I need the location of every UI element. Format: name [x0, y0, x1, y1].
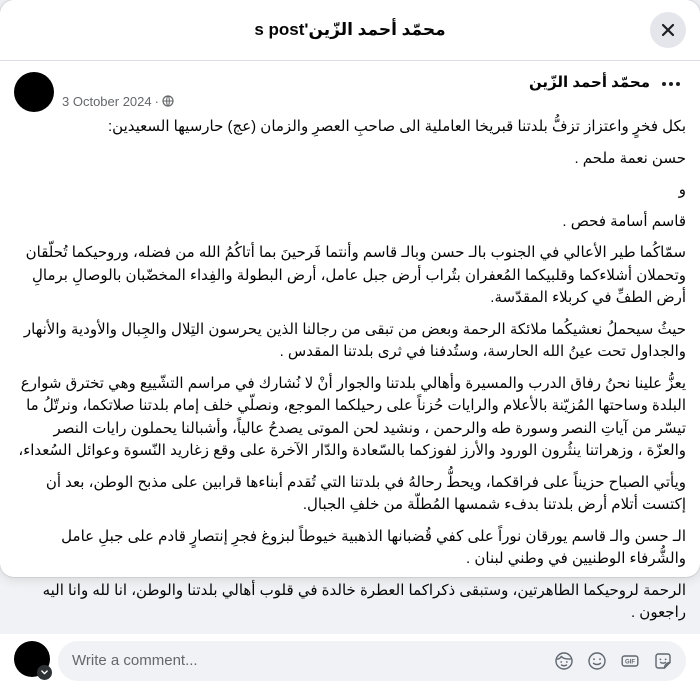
post-paragraph: بكل فخرٍ واعتزاز تزفُّ بلدتنا قبريخا العاملية الى صاحبِ العصرِ والزمان (عج) حارسيها السعيدين:: [108, 118, 686, 135]
post-header: [0, 61, 700, 114]
author-avatar[interactable]: [14, 72, 54, 112]
gif-icon: [620, 651, 640, 671]
more-options-icon: [662, 82, 666, 86]
post-date-text: 3 October 2024: [62, 93, 152, 109]
post-paragraph: حيثُ سيحملُ نعشيكُما ملائكة الرحمة وبعض من تبقى من رجالنا الذين يحرسون التِلال والجِبال والأودية والأنهار والجداول تحت عينُ الله الحارسة، وستُدفنا في ثرى بلدتنا المقدس .: [23, 320, 686, 360]
comment-actions: [553, 650, 674, 672]
sticker-button[interactable]: [652, 650, 674, 672]
author-name[interactable]: محمّد أحمد الزّين: [528, 74, 650, 91]
post-timestamp[interactable]: [62, 94, 650, 109]
commenter-avatar[interactable]: [14, 641, 50, 677]
comment-placeholder: Write a comment...: [72, 652, 198, 669]
avatar-sticker-button[interactable]: [553, 650, 575, 672]
globe-icon: [162, 95, 174, 107]
chevron-down-icon: [37, 665, 52, 680]
gif-label: GIF: [625, 659, 635, 666]
modal-title: محمّد أحمد الزّين's post: [254, 19, 446, 39]
post-paragraph: يعزُّ علينا نحنُ رفاق الدرب والمسيرة وأهالي بلدتنا والجوار أنْ لا نُشارك في مراسم التشّييع وهي تخترق شوارع البلدة وساحتها المُزيّنة بالأعلام والرايات حُزناً على رحيلكما الموجع، ونصلّي خلف إمام بلدتنا صلاتكما، ونرتّلُ ما تيسّر من آياتِ النصر وسورة طه والرحمن ، ونشيد لحن الموتى يصدحُ عالياً، وأشبالنا يحملون رايات النصر والعزّة ، وزهراتنا ينثُرون الورود والأرز لفوزكما بالسّعادة والدّار الآخرة على وقع زغاريد النّسوة وعوائل السُعداء،: [18, 374, 686, 459]
gif-button[interactable]: [619, 650, 641, 672]
comment-bar: [0, 634, 700, 696]
post-paragraph: ويأتي الصباح حزيناً على فراقكما، ويحطُّ رحالهُ في بلدتنا التي تُقدم أبناءها قرابين على مذبح الوطن، بعد أن إكتست أتلام أرض بلدتنا بدفء شمسها المُطلّة من خلفِ الجبال.: [45, 473, 686, 513]
avatar-sticker-icon: [554, 651, 574, 671]
post-text: [0, 114, 700, 634]
close-button[interactable]: [650, 12, 686, 48]
post-paragraph: الـ حسن والـ قاسم يورقان نوراً على كفي قُضبانها الذهبية خيوطاً لبزوغ فجرِ إنتصارٍ قادم على جبلِ عامل والشُّرفاء الوطنيين في وطني لبنان .: [61, 527, 686, 567]
close-icon: [659, 21, 677, 39]
date-separator: ·: [154, 93, 159, 109]
comment-input[interactable]: [58, 641, 686, 681]
post-paragraph: سمّاكُما طير الأعالي في الجنوب بالـ حسن وبالـ قاسم وأنتما فَرحينَ بما أتاكُمُ الله من فضله، وروحيكما تُحلّقان وتحملان أشلاءكما وقلبيكما المُعفران بتُراب أرض جبل عامل، أرض البطولة والفِداء المخضّبان بالوصالِ برمالِ أرض الطفِّ في كربلاء المقدّسة.: [25, 244, 686, 306]
emoji-button[interactable]: [586, 650, 608, 672]
post-paragraph: قاسم أسامة فحص .: [562, 212, 686, 230]
author-meta: [62, 72, 650, 109]
post-paragraph: حسن نعمة ملحم .: [574, 149, 686, 167]
emoji-icon: [587, 651, 607, 671]
modal-header: [0, 0, 700, 61]
post-paragraph: و: [678, 181, 686, 198]
sticker-icon: [653, 651, 673, 671]
post-content: [0, 61, 700, 634]
more-options-button[interactable]: [658, 72, 684, 96]
post-paragraph: الرحمة لروحيكما الطاهرتين، وستبقى ذكراكما العطرة خالدة في قلوب أهالي بلدتنا والوطن، انا لله وانا اليه راجعون .: [42, 581, 686, 621]
